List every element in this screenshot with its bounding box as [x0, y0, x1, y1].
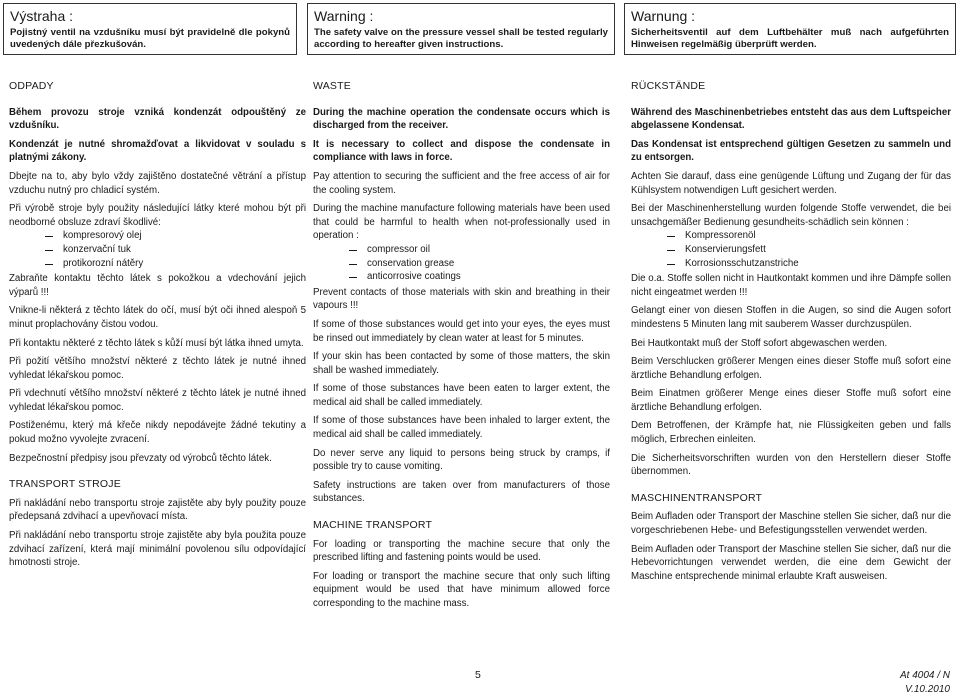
page-number: 5	[475, 669, 481, 681]
paragraph: Při kontaktu některé z těchto látek s kůží musí být látka ihned umyta.	[9, 337, 304, 349]
paragraph: Achten Sie darauf, dass eine genügende Lüftung und Zugang der für das Kühlsystem notwendigen Luft gesichert werden.	[631, 170, 951, 196]
paragraph: Při výrobě stroje byly použity následující látky které mohou být při neodborné obsluze zdraví škodlivé:	[9, 203, 306, 228]
paragraph: Beim Einatmen größerer Menge eines dieser Stoffe muß sofort eine ärztliche Behandlung erfolgen.	[631, 388, 951, 413]
materials-list	[313, 243, 610, 284]
paragraph: Beim Aufladen oder Transport der Maschine stellen Sie sicher, daß nur die vorgeschriebenen Hebe- und Befestigungsstellen verwendet werden.	[631, 511, 951, 537]
paragraph: Postiženému, který má křeče nikdy nepodávejte žádné tekutiny a pokud možno vyvolejte zvracení.	[9, 420, 306, 446]
column-german	[631, 80, 951, 588]
column-english	[313, 80, 610, 616]
paragraph: If some of those substances would get into your eyes, the eyes must be rinsed out immediately by clean water at least for 5 minutes.	[313, 318, 610, 344]
paragraph: If some of those substances have been eaten to larger extent, the medical aid shall be called immediately.	[313, 383, 610, 408]
paragraph: Safety instructions are taken over from manufacturers of those substances.	[313, 479, 610, 505]
bold-paragraph: Während des Maschinenbetriebes entsteht das aus dem Luftspeicher abgelassene Kondensat.	[631, 106, 951, 132]
paragraph: Do never serve any liquid to persons being struck by cramps, if possible try to cause vomiting.	[313, 447, 610, 473]
paragraph: Zabraňte kontaktu těchto látek s pokožkou a vdechování jejich výparů !!!	[9, 273, 306, 298]
paragraph: Beim Verschlucken größerer Mengen eines dieser Stoffe muß sofort eine ärztliche Behandlung erfolgen.	[631, 356, 951, 381]
section-heading-transport: TRANSPORT STROJE	[9, 478, 121, 491]
paragraph: Vnikne-li některá z těchto látek do očí, musí být oči ihned alespoň 5 minut proplachovány čistou vodou.	[9, 305, 306, 330]
section-heading-transport: MACHINE TRANSPORT	[313, 519, 433, 532]
list-item: protikorozní nátěry	[9, 257, 306, 271]
list-item: anticorrosive coatings	[313, 270, 610, 284]
paragraph: Dbejte na to, aby bylo vždy zajištěno dostatečné větrání a přístup vzduchu nutný pro chladicí systém.	[9, 170, 306, 196]
section-heading-waste: RÜCKSTÄNDE	[631, 80, 706, 92]
section-heading-waste: ODPADY	[9, 80, 54, 92]
paragraph: For loading or transporting the machine secure that only the prescribed lifting and fastening points would be used.	[313, 538, 610, 564]
bold-paragraph: Kondenzát je nutné shromažďovat a likvidovat v souladu s platnými zákony.	[9, 138, 306, 164]
list-item: konzervační tuk	[9, 243, 306, 257]
list-item: Kompressorenöl	[631, 229, 951, 243]
list-item: Korrosionsschutzanstriche	[631, 257, 951, 271]
paragraph: Bei Hautkontakt muß der Stoff sofort abgewaschen werden.	[631, 337, 888, 349]
warning-text: Sicherheitsventil auf dem Luftbehälter muß nach aufgeführten Hinweisen regelmäßig überprüft werden.	[631, 27, 949, 50]
document-code	[900, 669, 950, 695]
paragraph: Beim Aufladen oder Transport der Maschine stellen Sie sicher, daß nur die Hebevorrichtungen verwendet werden, die eine dem Gewicht der Maschine entsprechende minimal erlaubte Kraft ausweisen.	[631, 543, 951, 582]
paragraph: Die o.a. Stoffe sollen nicht in Hautkontakt kommen und ihre Dämpfe sollen nicht eingeatmet werden !!!	[631, 273, 951, 298]
warning-title: Výstraha :	[10, 8, 74, 24]
bold-paragraph: It is necessary to collect and dispose the condensate in compliance with laws in force.	[313, 138, 610, 164]
paragraph: For loading or transport the machine secure that only such lifting equipment would be used that have minimum allowed force corresponding to the machine mass.	[313, 570, 610, 609]
section-heading-transport: MASCHINENTRANSPORT	[631, 491, 763, 504]
paragraph: Bezpečnostní předpisy jsou převzaty od výrobců těchto látek.	[9, 452, 272, 464]
warning-title: Warnung :	[631, 8, 696, 24]
warning-title: Warning :	[314, 8, 374, 24]
paragraph: Pay attention to securing the sufficient and the free access of air for the cooling system.	[313, 170, 610, 196]
materials-list	[9, 229, 306, 270]
warning-text: Pojistný ventil na vzdušníku musí být pravidelně dle pokynů uvedených dále přezkušován.	[10, 27, 290, 50]
warning-text: The safety valve on the pressure vessel shall be tested regularly according to hereafter given instructions.	[314, 27, 608, 50]
document-version: V.10.2010	[905, 684, 950, 695]
paragraph: Při nakládání nebo transportu stroje zajistěte aby byly použity pouze předepsaná zdvihací a upevňovací místa.	[9, 497, 306, 523]
materials-list	[631, 229, 951, 270]
list-item: kompresorový olej	[9, 229, 306, 243]
list-item: compressor oil	[313, 243, 610, 257]
bold-paragraph: Během provozu stroje vzniká kondenzát odpouštěný ze vzdušníku.	[9, 106, 306, 132]
warning-box-de	[624, 3, 956, 55]
paragraph: Dem Betroffenen, der Krämpfe hat, nie Flüssigkeiten geben und falls möglich, Erbrechen einleiten.	[631, 420, 951, 446]
paragraph: During the machine manufacture following materials have been used that could be harmful to health when not-professionally used in operation :	[313, 203, 610, 242]
paragraph: Při požití většího množství některé z těchto látek je nutné ihned vyhledat lékařskou pomoc.	[9, 356, 306, 381]
paragraph: Bei der Maschinenherstellung wurden folgende Stoffe verwendet, die bei unsachgemäßer Bedienung gesundheits-schädlich sein können :	[631, 203, 951, 228]
paragraph: If some of those substances have been inhaled to larger extent, the medical aid shall be called immediately.	[313, 415, 610, 441]
bold-paragraph: During the machine operation the condensate occurs which is discharged from the receiver.	[313, 106, 610, 132]
document-id: At 4004 / N	[899, 670, 950, 681]
list-item: Konservierungsfett	[631, 243, 951, 257]
list-item: conservation grease	[313, 257, 610, 271]
section-heading-waste: WASTE	[313, 80, 351, 92]
paragraph: Prevent contacts of those materials with skin and breathing in their vapours !!!	[313, 286, 610, 312]
paragraph: If your skin has been contacted by some of those matters, the skin shall be washed immediately.	[313, 351, 610, 376]
paragraph: Při vdechnutí většího množství některé z těchto látek je nutné ihned vyhledat lékařskou pomoc.	[9, 388, 306, 413]
column-czech	[9, 80, 306, 575]
warning-box-cs	[3, 3, 297, 55]
paragraph: Gelangt einer von diesen Stoffen in die Augen, so sind die Augen sofort mindestens 5 Minuten lang mit sauberem Wasser durchzuspülen.	[631, 305, 951, 330]
paragraph: Při nakládání nebo transportu stroje zajistěte aby byla použita pouze zdvihací zařízení, která mají minimální povolenou sílu odpovídající hmotnosti stroje.	[9, 530, 306, 569]
warning-box-en	[307, 3, 615, 55]
bold-paragraph: Das Kondensat ist entsprechend gültigen Gesetzen zu sammeln und zu entsorgen.	[631, 138, 951, 164]
paragraph: Die Sicherheitsvorschriften wurden von den Herstellern dieser Stoffe übernommen.	[631, 452, 951, 478]
